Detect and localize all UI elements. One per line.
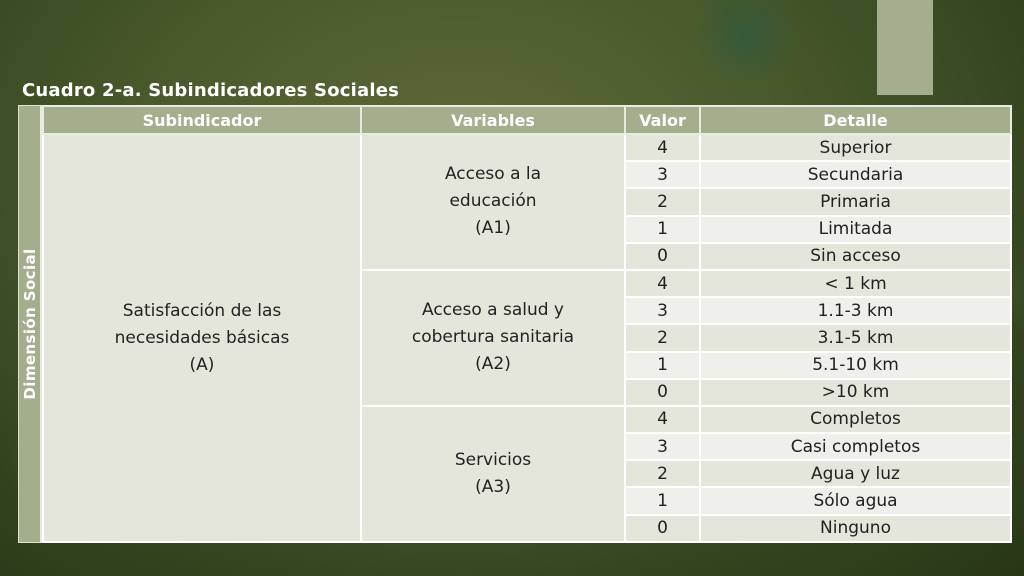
valor-cell: 3 (625, 161, 700, 188)
variable-line: (A1) (475, 218, 511, 239)
header-variables: Variables (361, 106, 625, 134)
valor-cell: 0 (625, 515, 700, 542)
subindicator-cell (43, 134, 361, 542)
subindicator-line: (A) (189, 354, 215, 375)
valor-cell: 1 (625, 487, 700, 514)
valor-cell: 3 (625, 433, 700, 460)
valor-cell: 2 (625, 324, 700, 351)
detalle-cell: Primaria (700, 188, 1011, 215)
detalle-cell: Agua y luz (700, 460, 1011, 487)
detalle-cell: 1.1-3 km (700, 297, 1011, 324)
detalle-cell: 5.1-10 km (700, 352, 1011, 379)
side-dimension-bar (18, 105, 42, 543)
decorative-rectangle (877, 0, 933, 95)
detalle-cell: Secundaria (700, 161, 1011, 188)
variable-line: cobertura sanitaria (411, 327, 575, 348)
valor-cell: 0 (625, 379, 700, 406)
subindicator-line: necesidades básicas (114, 327, 290, 348)
header-detalle: Detalle (700, 106, 1011, 134)
valor-cell: 3 (625, 297, 700, 324)
detalle-cell: Ninguno (700, 515, 1011, 542)
valor-cell: 2 (625, 188, 700, 215)
background-bokeh (690, 0, 800, 90)
variable-cell-a1 (361, 134, 625, 270)
detalle-cell: 3.1-5 km (700, 324, 1011, 351)
detalle-cell: < 1 km (700, 270, 1011, 297)
detalle-cell: Sólo agua (700, 487, 1011, 514)
valor-cell: 0 (625, 243, 700, 270)
variable-line: (A3) (475, 476, 511, 497)
header-valor: Valor (625, 106, 700, 134)
detalle-cell: Completos (700, 406, 1011, 433)
slide-title: Cuadro 2-a. Subindicadores Sociales (22, 80, 400, 101)
valor-cell: 1 (625, 216, 700, 243)
variable-line: educación (449, 191, 537, 212)
variable-cell-a3 (361, 406, 625, 542)
detalle-cell: >10 km (700, 379, 1011, 406)
subindicator-line: Satisfacción de las (122, 300, 282, 321)
valor-cell: 4 (625, 270, 700, 297)
detalle-cell: Casi completos (700, 433, 1011, 460)
valor-cell: 4 (625, 134, 700, 161)
side-dimension-label: Dimensión Social (20, 248, 39, 400)
variable-line: Acceso a la (444, 164, 542, 185)
variable-line: Servicios (454, 449, 532, 470)
header-subindicador: Subindicador (43, 106, 361, 134)
detalle-cell: Superior (700, 134, 1011, 161)
variable-line: (A2) (475, 354, 511, 375)
table-header-row (43, 106, 1011, 134)
variable-cell-a2 (361, 270, 625, 406)
table-row (43, 134, 1011, 161)
subindicators-table (42, 105, 1012, 543)
valor-cell: 1 (625, 352, 700, 379)
valor-cell: 2 (625, 460, 700, 487)
variable-line: Acceso a salud y (422, 300, 564, 321)
valor-cell: 4 (625, 406, 700, 433)
detalle-cell: Sin acceso (700, 243, 1011, 270)
detalle-cell: Limitada (700, 216, 1011, 243)
